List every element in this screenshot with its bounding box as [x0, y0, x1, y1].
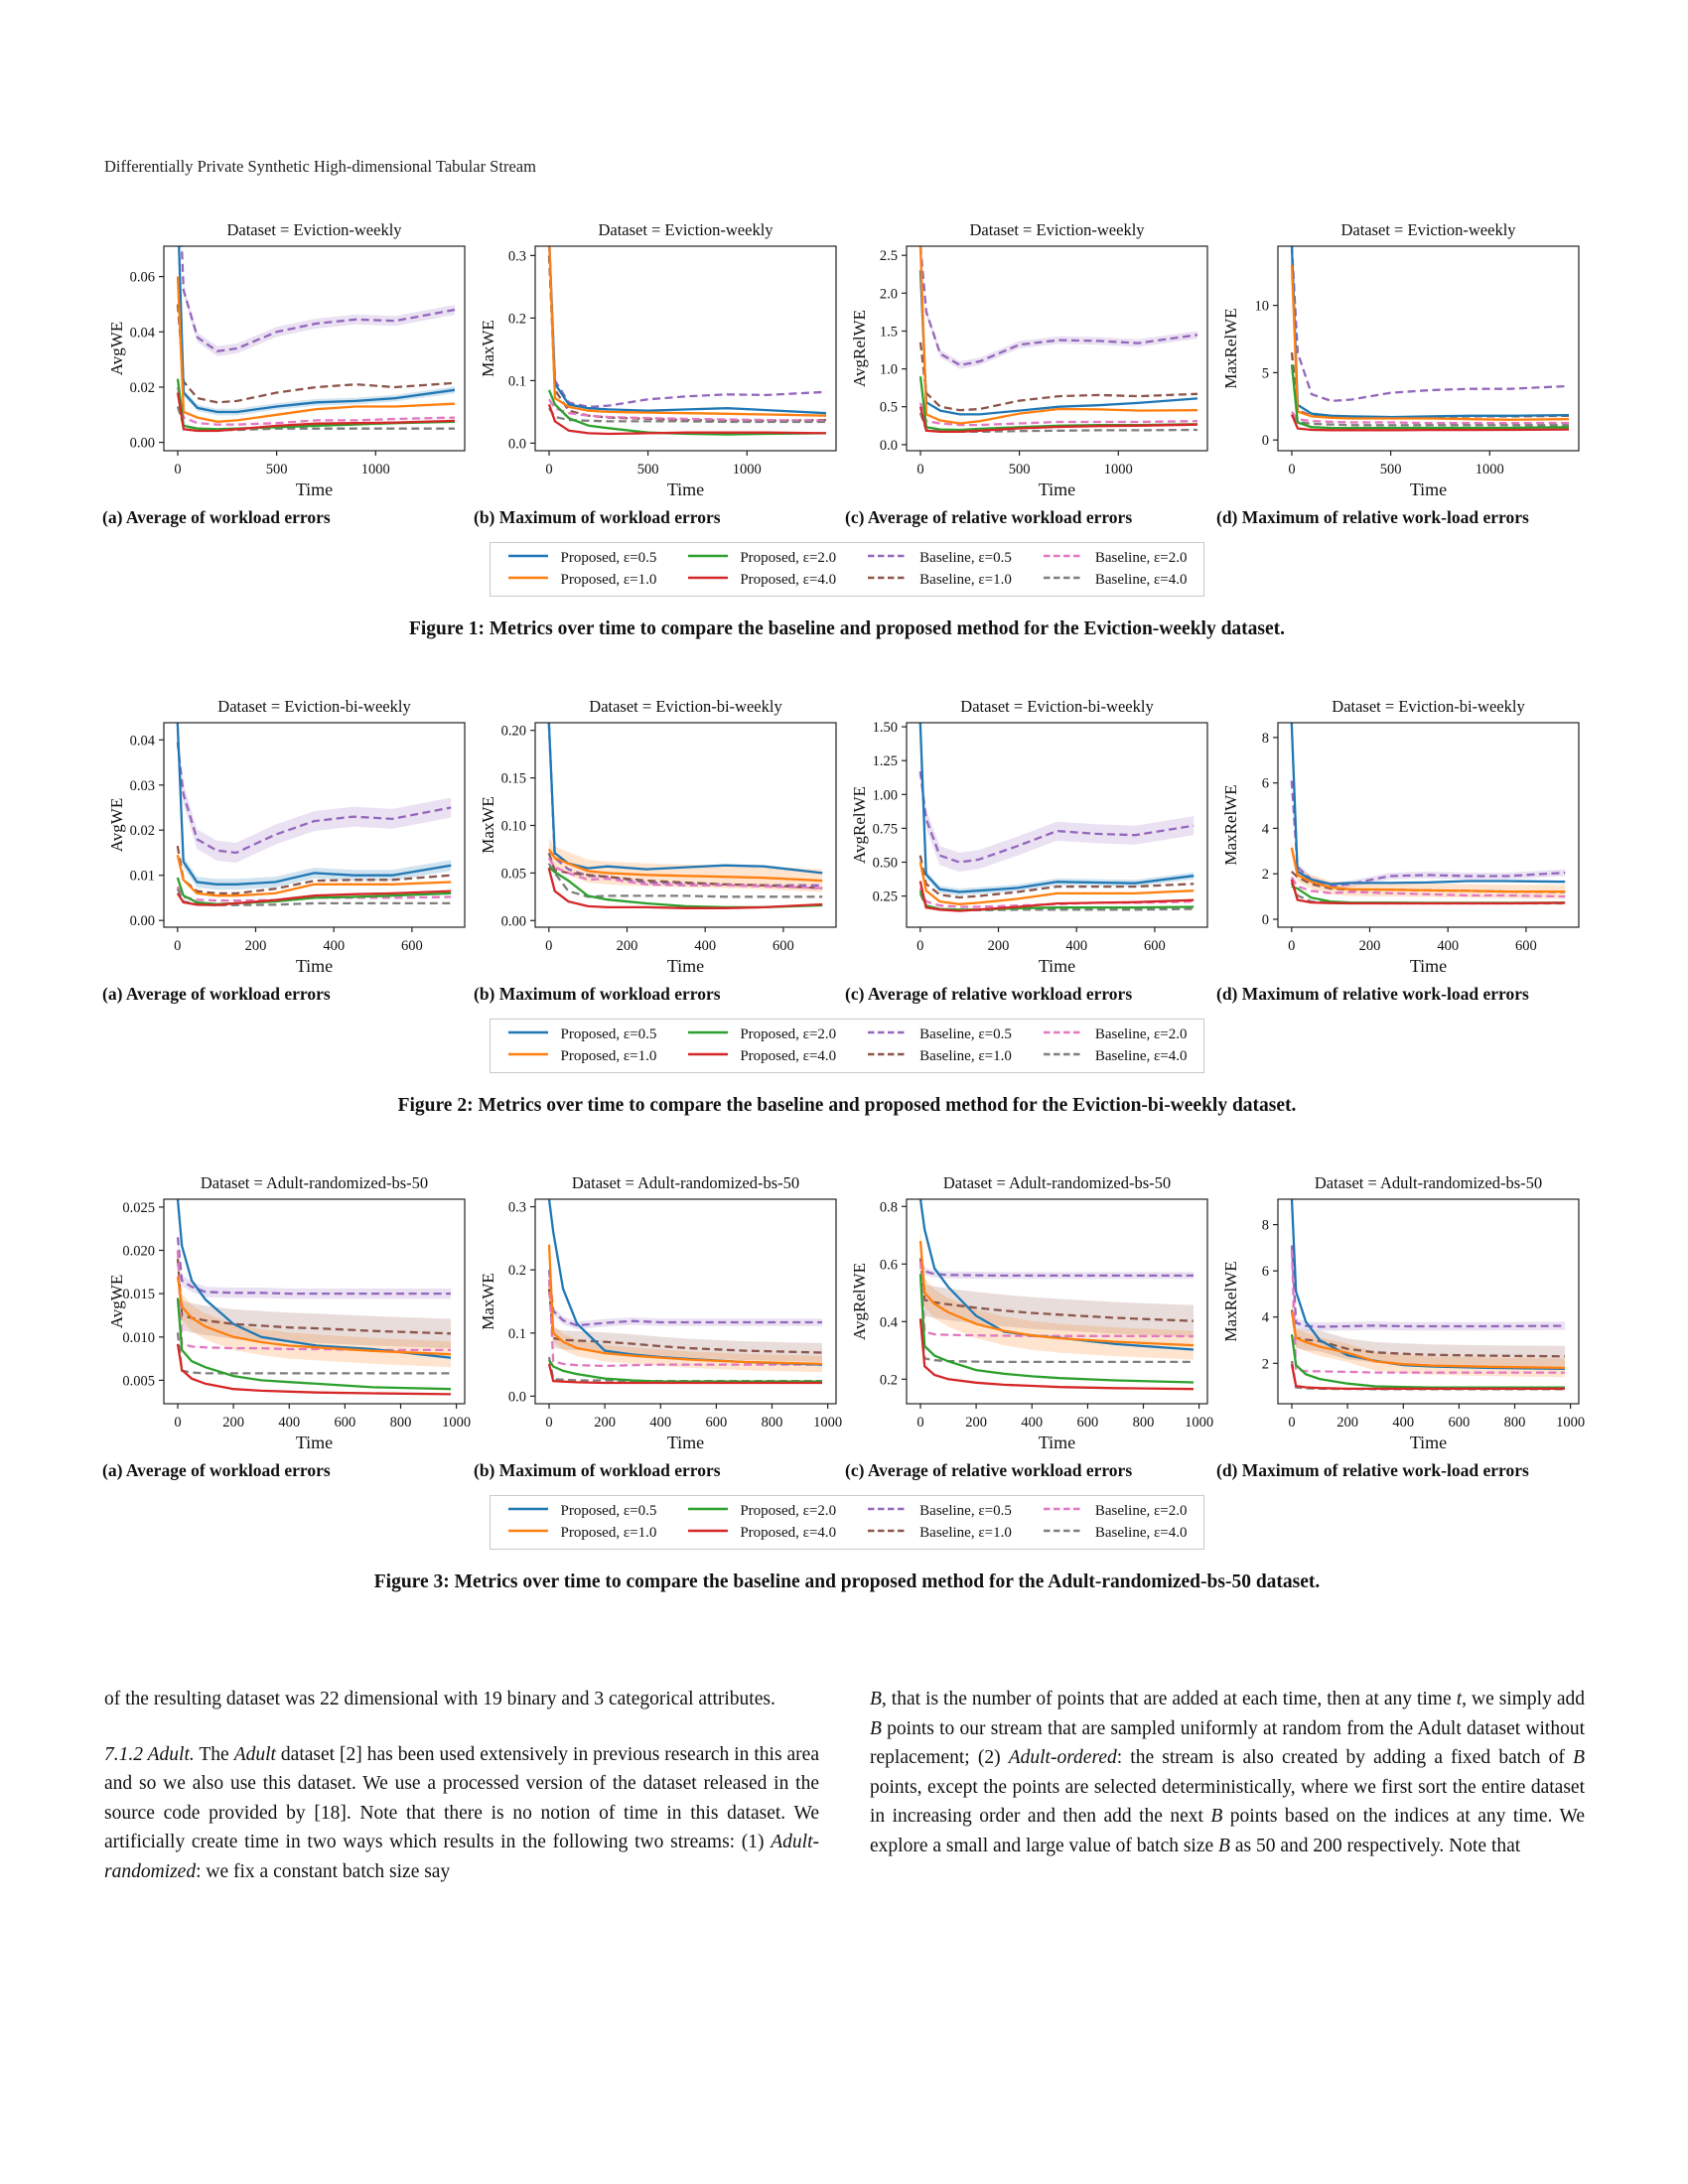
fig1-chart-maxrelwe — [1216, 216, 1588, 502]
svg-text:0: 0 — [916, 462, 924, 478]
figure-2 — [102, 693, 1592, 1117]
svg-text:AvgWE: AvgWE — [107, 321, 126, 376]
legend-label: Baseline, ε=0.5 — [919, 1503, 1012, 1520]
svg-text:800: 800 — [1132, 1415, 1155, 1431]
line-swatch-icon — [686, 1026, 730, 1043]
legend-entry — [866, 572, 1012, 589]
subcaption-a: (a) Average of workload errors — [102, 984, 331, 1004]
svg-text:0.1: 0.1 — [507, 373, 526, 390]
svg-text:1000: 1000 — [360, 462, 390, 478]
legend-entry — [506, 1048, 656, 1065]
svg-text:0.04: 0.04 — [129, 325, 155, 341]
svg-text:400: 400 — [1065, 938, 1088, 954]
legend-entry — [686, 1525, 836, 1542]
legend-entry — [1042, 1525, 1188, 1542]
line-swatch-icon — [506, 1503, 550, 1520]
legend-entry — [686, 1048, 836, 1065]
svg-text:AvgRelWE: AvgRelWE — [850, 785, 869, 865]
svg-text:600: 600 — [1448, 1415, 1471, 1431]
svg-text:Time: Time — [666, 1433, 705, 1452]
svg-text:Dataset = Eviction-weekly: Dataset = Eviction-weekly — [598, 220, 774, 239]
fig1-chart-avgrelwe — [845, 216, 1216, 502]
figure-1-subcaptions — [102, 504, 1592, 530]
legend-label: Proposed, ε=1.0 — [560, 1525, 657, 1542]
legend-label: Baseline, ε=2.0 — [1094, 1503, 1188, 1520]
svg-text:600: 600 — [773, 938, 794, 954]
line-swatch-icon — [506, 1048, 550, 1065]
svg-text:0.8: 0.8 — [879, 1199, 898, 1216]
figure-3-legend — [490, 1495, 1203, 1550]
svg-text:1000: 1000 — [732, 462, 762, 478]
svg-text:Time: Time — [295, 1433, 334, 1452]
figure-3-subcaptions — [102, 1457, 1592, 1483]
svg-text:6: 6 — [1261, 1264, 1269, 1281]
legend-label: Proposed, ε=1.0 — [560, 572, 657, 589]
legend-entry — [1042, 1048, 1188, 1065]
figure-2-legend — [490, 1019, 1203, 1073]
svg-text:0.2: 0.2 — [879, 1372, 898, 1389]
figure-2-subcaptions — [102, 981, 1592, 1007]
legend-entry — [866, 1503, 1012, 1520]
svg-text:0.0: 0.0 — [879, 437, 898, 454]
legend-entry — [506, 550, 656, 567]
svg-text:0: 0 — [1288, 938, 1296, 954]
svg-text:Time: Time — [1038, 956, 1076, 976]
legend-entry — [506, 572, 656, 589]
svg-text:0.04: 0.04 — [129, 733, 155, 750]
svg-text:Time: Time — [1409, 1433, 1448, 1452]
svg-text:0.3: 0.3 — [507, 248, 526, 265]
line-swatch-icon — [506, 550, 550, 567]
svg-text:400: 400 — [649, 1415, 672, 1431]
line-swatch-icon — [506, 572, 550, 589]
svg-text:1000: 1000 — [813, 1415, 843, 1431]
svg-text:0.0: 0.0 — [507, 1389, 526, 1406]
legend-entry — [1042, 1503, 1188, 1520]
svg-text:0.015: 0.015 — [122, 1287, 155, 1303]
legend-label: Baseline, ε=4.0 — [1094, 1525, 1188, 1542]
svg-text:2: 2 — [1261, 867, 1269, 884]
svg-text:1000: 1000 — [1556, 1415, 1586, 1431]
svg-text:200: 200 — [1336, 1415, 1358, 1431]
legend-label: Proposed, ε=0.5 — [560, 550, 657, 567]
subcaption-a: (a) Average of workload errors — [102, 1460, 331, 1480]
svg-text:0.005: 0.005 — [122, 1373, 155, 1390]
legend-entry — [506, 1503, 656, 1520]
line-swatch-icon — [1042, 1048, 1085, 1065]
figure-2-charts-row — [102, 693, 1592, 979]
legend-label: Proposed, ε=2.0 — [740, 1503, 837, 1520]
svg-text:0.06: 0.06 — [129, 269, 155, 286]
legend-entry — [866, 1026, 1012, 1043]
svg-text:0: 0 — [545, 938, 553, 954]
svg-text:0.025: 0.025 — [122, 1199, 155, 1216]
svg-text:500: 500 — [1008, 462, 1031, 478]
svg-text:200: 200 — [1358, 938, 1381, 954]
svg-text:2.5: 2.5 — [879, 248, 898, 265]
svg-text:1.25: 1.25 — [872, 753, 898, 770]
subcaption-d: (d) Maximum of relative work-load errors — [1216, 984, 1529, 1004]
svg-text:Dataset = Eviction-weekly: Dataset = Eviction-weekly — [1340, 220, 1516, 239]
svg-text:Time: Time — [1038, 1433, 1076, 1452]
svg-text:4: 4 — [1261, 1309, 1269, 1326]
svg-text:AvgRelWE: AvgRelWE — [850, 309, 869, 388]
svg-text:200: 200 — [594, 1415, 616, 1431]
svg-text:1000: 1000 — [1185, 1415, 1214, 1431]
svg-text:0.03: 0.03 — [129, 777, 155, 794]
svg-text:0.10: 0.10 — [500, 818, 526, 835]
svg-text:0.010: 0.010 — [122, 1329, 155, 1346]
body-column-right — [870, 1685, 1585, 1860]
svg-text:Time: Time — [295, 479, 334, 499]
svg-text:AvgWE: AvgWE — [107, 1274, 126, 1329]
svg-text:200: 200 — [965, 1415, 987, 1431]
svg-text:500: 500 — [265, 462, 288, 478]
svg-text:0.01: 0.01 — [129, 868, 155, 885]
svg-text:4: 4 — [1261, 821, 1269, 838]
svg-text:0: 0 — [1261, 912, 1269, 928]
svg-text:2.0: 2.0 — [879, 286, 898, 303]
svg-text:0.75: 0.75 — [872, 821, 898, 838]
svg-text:0: 0 — [916, 938, 924, 954]
svg-text:0.50: 0.50 — [872, 855, 898, 872]
paragraph: of the resulting dataset was 22 dimensional with 19 binary and 3 categorical attributes. — [104, 1689, 775, 1709]
legend-label: Baseline, ε=1.0 — [919, 1525, 1012, 1542]
legend-entry — [1042, 550, 1188, 567]
legend-label: Baseline, ε=0.5 — [919, 550, 1012, 567]
svg-text:MaxRelWE: MaxRelWE — [1221, 308, 1240, 389]
legend-entry — [506, 1525, 656, 1542]
svg-text:800: 800 — [761, 1415, 783, 1431]
paragraph-subsection-adult: 7.1.2 Adult. The Adult dataset [2] has been used extensively in previous research in this area and so we also use this dataset. We use a processed version of the dataset released in the source code provided by [18]. Note that there is no notion of time in this dataset. We artificially create time in two ways which results in the following two streams: (1) Adult-randomized: we fix a constant batch size say — [104, 1743, 819, 1882]
svg-text:0.2: 0.2 — [507, 1263, 526, 1280]
line-swatch-icon — [866, 572, 910, 589]
svg-text:0.20: 0.20 — [500, 723, 526, 740]
line-swatch-icon — [686, 1525, 730, 1542]
svg-text:400: 400 — [323, 938, 346, 954]
legend-label: Proposed, ε=4.0 — [740, 1048, 837, 1065]
svg-text:8: 8 — [1261, 730, 1269, 747]
svg-text:6: 6 — [1261, 775, 1269, 792]
legend-label: Proposed, ε=4.0 — [740, 1525, 837, 1542]
legend-label: Proposed, ε=4.0 — [740, 572, 837, 589]
svg-text:200: 200 — [244, 938, 267, 954]
legend-label: Baseline, ε=4.0 — [1094, 1048, 1188, 1065]
svg-text:600: 600 — [1076, 1415, 1099, 1431]
figure-1-caption: Figure 1: Metrics over time to compare the baseline and proposed method for the Eviction-weekly dataset. — [408, 618, 1286, 640]
svg-text:0: 0 — [545, 462, 553, 478]
svg-text:0.0: 0.0 — [507, 436, 526, 453]
legend-label: Proposed, ε=1.0 — [560, 1048, 657, 1065]
svg-text:Dataset = Adult-randomized-bs-: Dataset = Adult-randomized-bs-50 — [1314, 1173, 1543, 1192]
svg-text:1000: 1000 — [442, 1415, 472, 1431]
fig2-chart-avgwe — [102, 693, 474, 979]
svg-text:0.15: 0.15 — [500, 770, 526, 787]
svg-text:AvgWE: AvgWE — [107, 797, 126, 853]
legend-label: Baseline, ε=2.0 — [1094, 1026, 1188, 1043]
paragraph: B, that is the number of points that are added at each time, then at any time t, we simply add B points to our stream that are sampled uniformly at random from the Adult dataset without replacement; (2) Adult-ordered: the stream is also created by adding a fixed batch of B points, except the points are selected deterministically, where we first sort the entire dataset in increasing order and then add the next B points based on the indices at any time. We explore a small and large value of batch size B as 50 and 200 respectively. Note that — [870, 1689, 1585, 1856]
svg-text:Dataset = Eviction-weekly: Dataset = Eviction-weekly — [969, 220, 1145, 239]
svg-text:Dataset = Eviction-weekly: Dataset = Eviction-weekly — [226, 220, 402, 239]
svg-text:Time: Time — [1038, 479, 1076, 499]
line-swatch-icon — [866, 1026, 910, 1043]
line-swatch-icon — [686, 1503, 730, 1520]
svg-text:0.3: 0.3 — [507, 1199, 526, 1216]
svg-text:600: 600 — [1144, 938, 1166, 954]
svg-text:0.6: 0.6 — [879, 1257, 898, 1274]
svg-text:0.25: 0.25 — [872, 888, 898, 905]
svg-text:0.00: 0.00 — [500, 913, 526, 930]
svg-text:400: 400 — [1021, 1415, 1044, 1431]
svg-text:200: 200 — [222, 1415, 244, 1431]
legend-entry — [866, 1048, 1012, 1065]
legend-label: Proposed, ε=0.5 — [560, 1503, 657, 1520]
svg-text:2: 2 — [1261, 1356, 1269, 1373]
svg-text:Time: Time — [1409, 956, 1448, 976]
line-swatch-icon — [506, 1525, 550, 1542]
svg-text:0.2: 0.2 — [507, 311, 526, 328]
legend-entry — [506, 1026, 656, 1043]
figure-3-charts-row — [102, 1169, 1592, 1455]
svg-text:400: 400 — [1437, 938, 1460, 954]
svg-text:5: 5 — [1261, 365, 1269, 382]
svg-text:400: 400 — [694, 938, 717, 954]
svg-text:800: 800 — [389, 1415, 412, 1431]
svg-text:0.4: 0.4 — [879, 1314, 898, 1331]
svg-text:Dataset = Eviction-bi-weekly: Dataset = Eviction-bi-weekly — [217, 697, 411, 716]
svg-text:0: 0 — [1288, 1415, 1296, 1431]
running-header: Differentially Private Synthetic High-dimensional Tabular Stream — [104, 157, 536, 176]
svg-text:600: 600 — [334, 1415, 356, 1431]
svg-text:0.00: 0.00 — [129, 913, 155, 930]
svg-text:0.1: 0.1 — [507, 1325, 526, 1342]
svg-text:400: 400 — [278, 1415, 301, 1431]
subcaption-d: (d) Maximum of relative work-load errors — [1216, 1460, 1529, 1480]
figure-1-legend — [490, 542, 1203, 597]
line-swatch-icon — [1042, 550, 1085, 567]
line-swatch-icon — [866, 1503, 910, 1520]
svg-text:MaxWE: MaxWE — [479, 796, 497, 854]
line-swatch-icon — [866, 550, 910, 567]
figure-3-caption: Figure 3: Metrics over time to compare the baseline and proposed method for the Adult-randomized-bs-50 dataset. — [373, 1571, 1321, 1593]
svg-text:600: 600 — [1515, 938, 1537, 954]
svg-text:0: 0 — [1288, 462, 1296, 478]
svg-text:800: 800 — [1503, 1415, 1526, 1431]
svg-text:600: 600 — [705, 1415, 728, 1431]
legend-entry — [1042, 1026, 1188, 1043]
legend-label: Baseline, ε=4.0 — [1094, 572, 1188, 589]
svg-text:0.00: 0.00 — [129, 435, 155, 452]
fig3-chart-avgwe — [102, 1169, 474, 1455]
line-swatch-icon — [1042, 572, 1085, 589]
line-swatch-icon — [686, 1048, 730, 1065]
svg-text:Time: Time — [1409, 479, 1448, 499]
svg-text:Time: Time — [666, 956, 705, 976]
subcaption-a: (a) Average of workload errors — [102, 507, 331, 527]
figure-1-charts-row — [102, 216, 1592, 502]
svg-text:Dataset = Eviction-bi-weekly: Dataset = Eviction-bi-weekly — [960, 697, 1154, 716]
figure-1 — [102, 216, 1592, 640]
svg-text:200: 200 — [987, 938, 1010, 954]
svg-text:0.02: 0.02 — [129, 823, 155, 840]
svg-text:AvgRelWE: AvgRelWE — [850, 1262, 869, 1341]
fig1-chart-avgwe — [102, 216, 474, 502]
svg-text:1000: 1000 — [1475, 462, 1504, 478]
svg-text:500: 500 — [636, 462, 659, 478]
body-column-left — [104, 1685, 819, 1886]
svg-text:Dataset = Adult-randomized-bs-: Dataset = Adult-randomized-bs-50 — [571, 1173, 800, 1192]
svg-text:0: 0 — [916, 1415, 924, 1431]
svg-text:Time: Time — [666, 479, 705, 499]
svg-text:0.020: 0.020 — [122, 1243, 155, 1260]
line-swatch-icon — [1042, 1525, 1085, 1542]
svg-text:0: 0 — [1261, 433, 1269, 450]
line-swatch-icon — [506, 1026, 550, 1043]
subcaption-c: (c) Average of relative workload errors — [845, 507, 1133, 527]
svg-text:0: 0 — [545, 1415, 553, 1431]
svg-text:400: 400 — [1392, 1415, 1415, 1431]
legend-entry — [686, 572, 836, 589]
svg-text:MaxWE: MaxWE — [479, 1273, 497, 1330]
svg-text:0: 0 — [174, 462, 182, 478]
legend-label: Proposed, ε=0.5 — [560, 1026, 657, 1043]
svg-text:MaxRelWE: MaxRelWE — [1221, 784, 1240, 866]
fig3-chart-avgrelwe — [845, 1169, 1216, 1455]
svg-text:0.5: 0.5 — [879, 399, 898, 416]
legend-label: Baseline, ε=1.0 — [919, 572, 1012, 589]
subcaption-b: (b) Maximum of workload errors — [474, 1460, 721, 1480]
legend-entry — [1042, 572, 1188, 589]
legend-label: Proposed, ε=2.0 — [740, 550, 837, 567]
line-swatch-icon — [686, 550, 730, 567]
svg-text:Time: Time — [295, 956, 334, 976]
fig2-chart-maxrelwe — [1216, 693, 1588, 979]
line-swatch-icon — [866, 1525, 910, 1542]
svg-text:1000: 1000 — [1103, 462, 1133, 478]
svg-text:Dataset = Adult-randomized-bs-: Dataset = Adult-randomized-bs-50 — [942, 1173, 1172, 1192]
fig3-chart-maxwe — [474, 1169, 845, 1455]
svg-text:0.02: 0.02 — [129, 380, 155, 396]
line-swatch-icon — [686, 572, 730, 589]
legend-entry — [686, 550, 836, 567]
legend-label: Baseline, ε=1.0 — [919, 1048, 1012, 1065]
legend-entry — [686, 1026, 836, 1043]
svg-text:0.05: 0.05 — [500, 866, 526, 883]
legend-label: Proposed, ε=2.0 — [740, 1026, 837, 1043]
svg-text:MaxRelWE: MaxRelWE — [1221, 1261, 1240, 1342]
figure-3 — [102, 1169, 1592, 1593]
svg-text:0: 0 — [174, 1415, 182, 1431]
svg-text:0: 0 — [174, 938, 182, 954]
svg-text:1.5: 1.5 — [879, 324, 898, 341]
legend-entry — [866, 550, 1012, 567]
svg-text:10: 10 — [1254, 298, 1269, 315]
line-swatch-icon — [1042, 1026, 1085, 1043]
legend-entry — [686, 1503, 836, 1520]
svg-text:1.50: 1.50 — [872, 720, 898, 737]
line-swatch-icon — [866, 1048, 910, 1065]
subcaption-c: (c) Average of relative workload errors — [845, 1460, 1133, 1480]
fig3-chart-maxrelwe — [1216, 1169, 1588, 1455]
legend-entry — [866, 1525, 1012, 1542]
legend-label: Baseline, ε=2.0 — [1094, 550, 1188, 567]
subcaption-b: (b) Maximum of workload errors — [474, 984, 721, 1004]
svg-text:Dataset = Adult-randomized-bs-: Dataset = Adult-randomized-bs-50 — [200, 1173, 429, 1192]
fig2-chart-avgrelwe — [845, 693, 1216, 979]
line-swatch-icon — [1042, 1503, 1085, 1520]
fig1-chart-maxwe — [474, 216, 845, 502]
figure-2-caption: Figure 2: Metrics over time to compare the baseline and proposed method for the Eviction-bi-weekly dataset. — [397, 1095, 1297, 1117]
subcaption-c: (c) Average of relative workload errors — [845, 984, 1133, 1004]
svg-text:8: 8 — [1261, 1217, 1269, 1234]
legend-label: Baseline, ε=0.5 — [919, 1026, 1012, 1043]
subcaption-d: (d) Maximum of relative work-load errors — [1216, 507, 1529, 527]
fig2-chart-maxwe — [474, 693, 845, 979]
svg-text:600: 600 — [401, 938, 423, 954]
svg-text:Dataset = Eviction-bi-weekly: Dataset = Eviction-bi-weekly — [1332, 697, 1525, 716]
svg-text:500: 500 — [1379, 462, 1402, 478]
svg-text:1.00: 1.00 — [872, 787, 898, 804]
svg-text:Dataset = Eviction-bi-weekly: Dataset = Eviction-bi-weekly — [589, 697, 782, 716]
svg-text:MaxWE: MaxWE — [479, 320, 497, 377]
svg-text:1.0: 1.0 — [879, 361, 898, 378]
svg-text:200: 200 — [616, 938, 638, 954]
subcaption-b: (b) Maximum of workload errors — [474, 507, 721, 527]
